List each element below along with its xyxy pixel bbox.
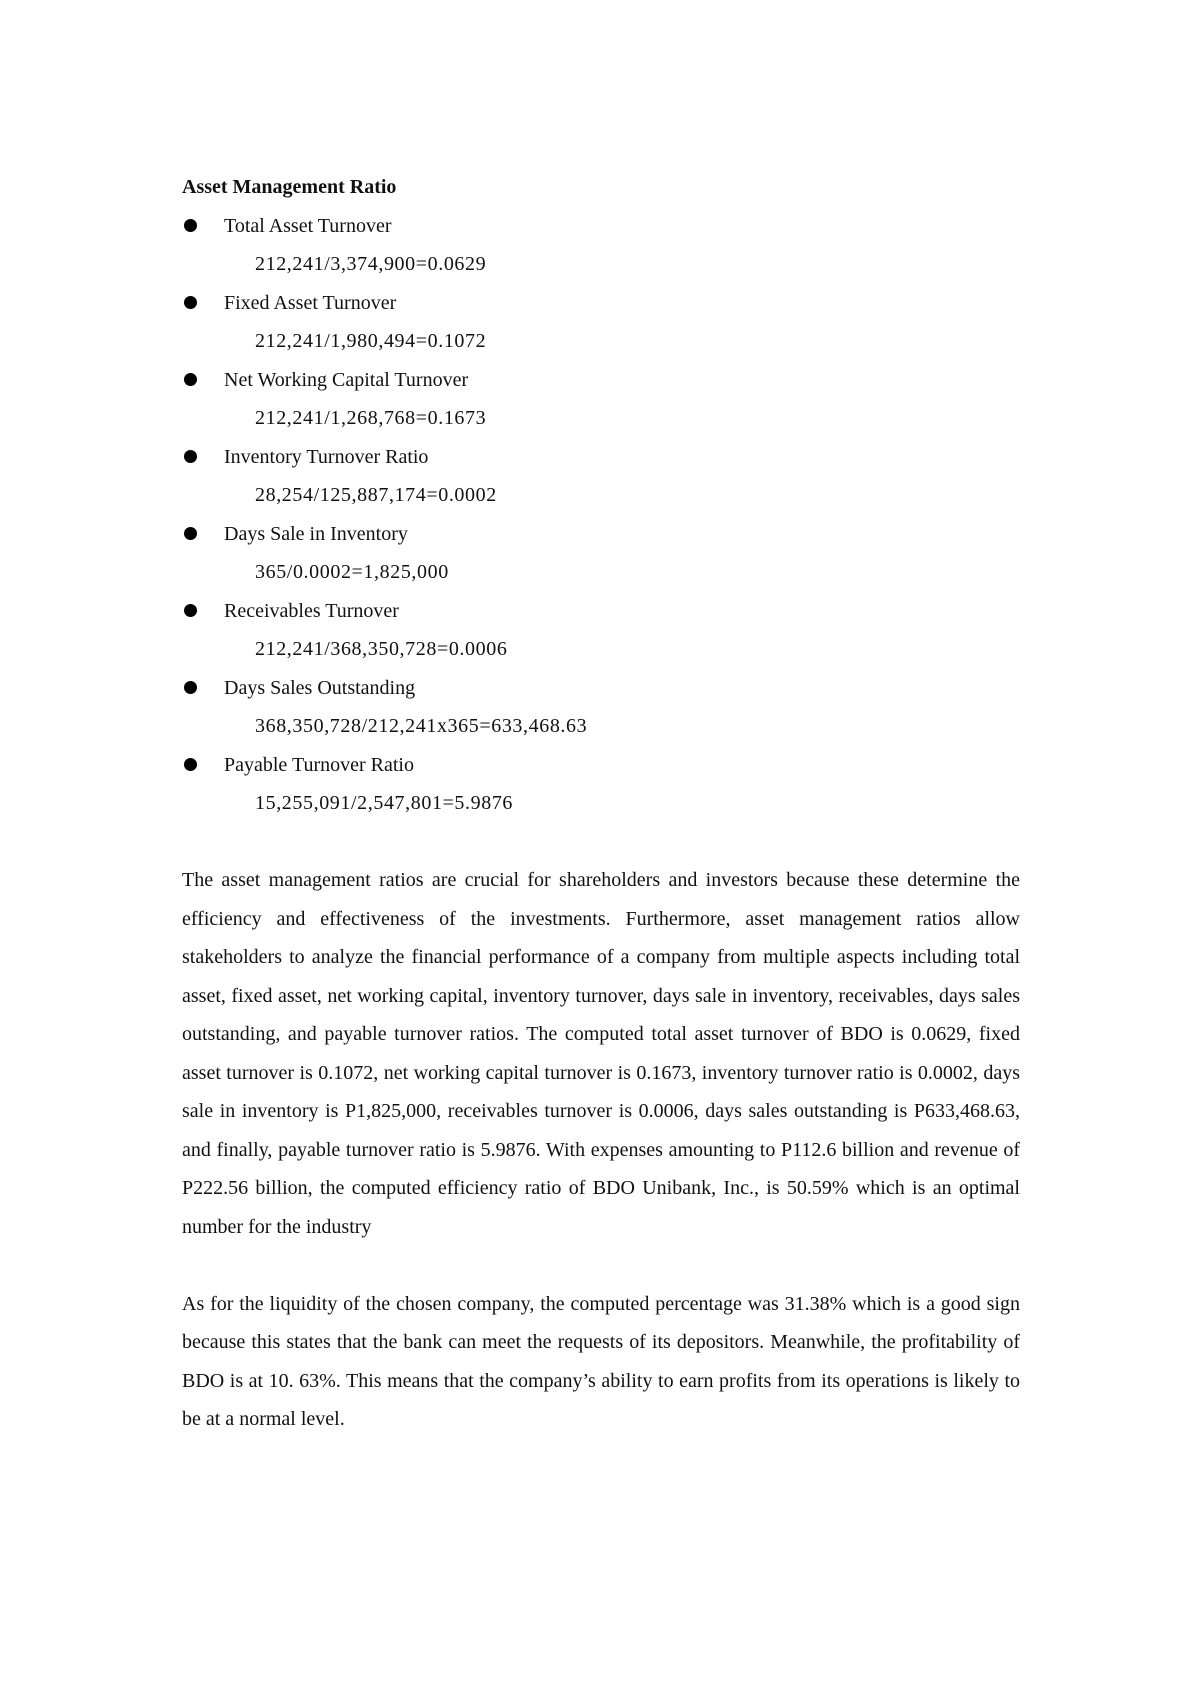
- bullet-icon: [184, 296, 197, 309]
- document-page: [182, 168, 1020, 1439]
- ratio-name: Receivables Turnover: [224, 599, 399, 622]
- ratio-item: [182, 515, 1020, 592]
- ratio-item: [182, 284, 1020, 361]
- ratio-name: Fixed Asset Turnover: [224, 291, 397, 314]
- ratio-item: [182, 438, 1020, 515]
- ratio-name: Inventory Turnover Ratio: [224, 445, 429, 468]
- ratio-item: [182, 361, 1020, 438]
- ratio-name: Total Asset Turnover: [224, 214, 392, 237]
- ratio-formula: 212,241/1,980,494=0.1072: [255, 330, 487, 352]
- bullet-icon: [184, 758, 197, 771]
- bullet-icon: [184, 681, 197, 694]
- ratio-list: [182, 207, 1020, 823]
- bullet-icon: [184, 219, 197, 232]
- ratio-item: [182, 746, 1020, 823]
- conclusion-paragraph: As for the liquidity of the chosen company, the computed percentage was 31.38% which is a good sign because this states that the bank can meet the requests of its depositors. Meanwhile, the profitability of BDO is at 10. 63%. This means that the company’s ability to earn profits from its operations is likely to be at a normal level.: [182, 1292, 1020, 1430]
- bullet-icon: [184, 604, 197, 617]
- ratio-formula: 365/0.0002=1,825,000: [255, 561, 449, 583]
- ratio-item: [182, 669, 1020, 746]
- bullet-icon: [184, 450, 197, 463]
- ratio-name: Days Sales Outstanding: [224, 676, 416, 699]
- ratio-formula: 368,350,728/212,241x365=633,468.63: [255, 715, 588, 737]
- ratio-formula: 212,241/368,350,728=0.0006: [255, 638, 508, 660]
- ratio-item: [182, 592, 1020, 669]
- analysis-paragraph: The asset management ratios are crucial for shareholders and investors because these determine the efficiency and effectiveness of the investments. Furthermore, asset management ratios allow stakeholders to analyze the financial performance of a company from multiple aspects including total asset, fixed asset, net working capital, inventory turnover, days sale in inventory, receivables, days sales outstanding, and payable turnover ratios. The computed total asset turnover of BDO is 0.0629, fixed asset turnover is 0.1072, net working capital turnover is 0.1673, inventory turnover ratio is 0.0002, days sale in inventory is P1,825,000, receivables turnover is 0.0006, days sales outstanding is P633,468.63, and finally, payable turnover ratio is 5.9876. With expenses amounting to P112.6 billion and revenue of P222.56 billion, the computed efficiency ratio of BDO Unibank, Inc., is 50.59% which is an optimal number for the industry: [182, 869, 1020, 1238]
- ratio-formula: 212,241/3,374,900=0.0629: [255, 253, 487, 275]
- ratio-item: [182, 207, 1020, 284]
- bullet-icon: [184, 373, 197, 386]
- ratio-formula: 28,254/125,887,174=0.0002: [255, 484, 497, 506]
- bullet-icon: [184, 527, 197, 540]
- ratio-formula: 15,255,091/2,547,801=5.9876: [255, 792, 514, 814]
- ratio-name: Payable Turnover Ratio: [224, 753, 414, 776]
- section-heading: Asset Management Ratio: [182, 176, 397, 198]
- ratio-name: Net Working Capital Turnover: [224, 368, 469, 391]
- ratio-formula: 212,241/1,268,768=0.1673: [255, 407, 487, 429]
- ratio-name: Days Sale in Inventory: [224, 522, 408, 545]
